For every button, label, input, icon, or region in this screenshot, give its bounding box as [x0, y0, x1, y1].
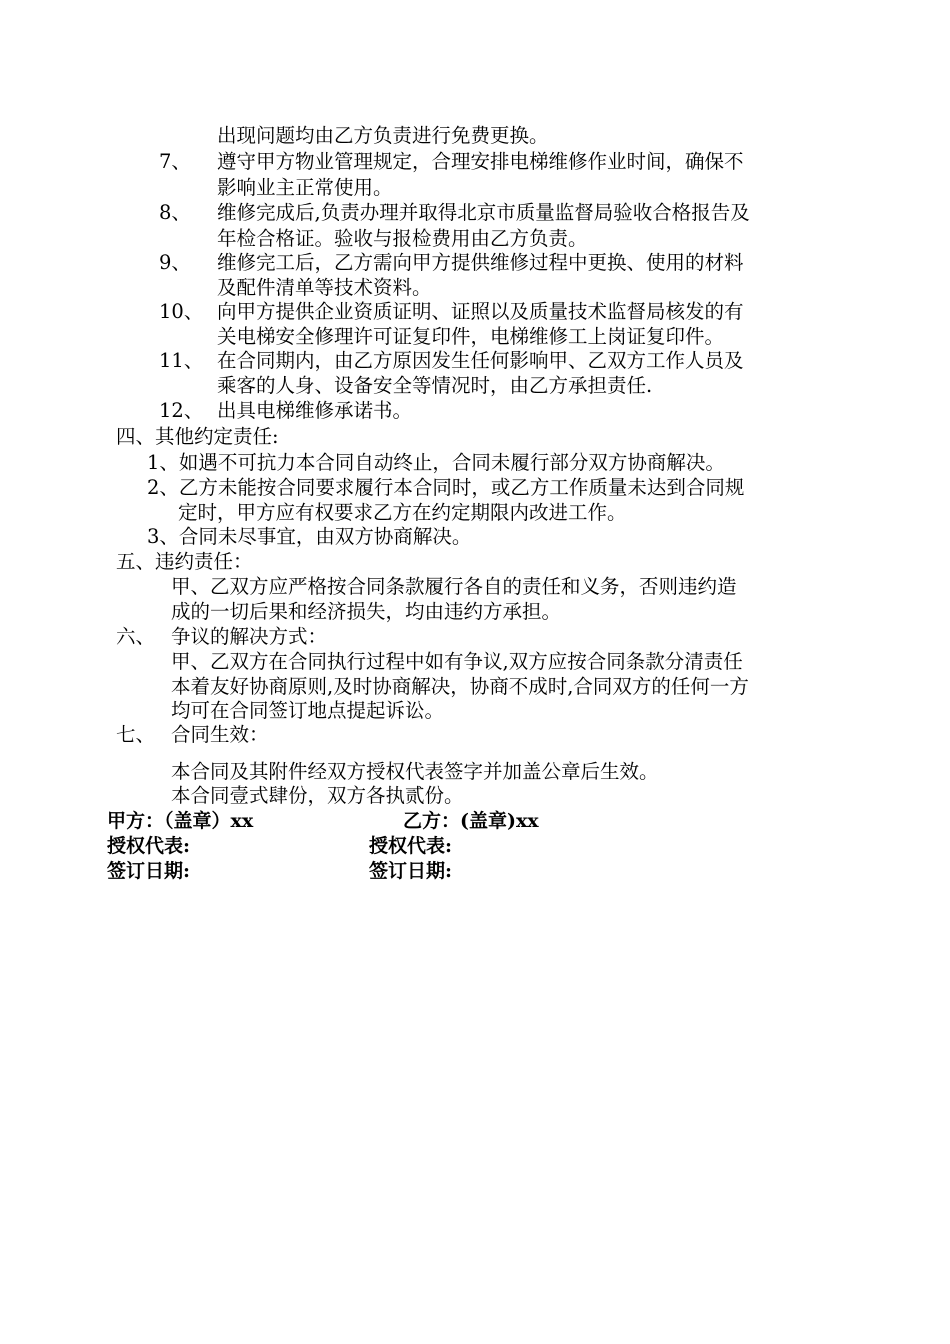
party-b-date: 签订日期:: [369, 860, 453, 882]
item-text-line: 关电梯安全修理许可证复印件，电梯维修工上岗证复印件。: [217, 325, 725, 348]
clause-line: 2、乙方未能按合同要求履行本合同时，或乙方工作质量未达到合同规: [147, 476, 745, 499]
item-number: 9、: [159, 251, 191, 274]
item-number: 11、: [159, 349, 204, 372]
section-heading: 五、违约责任：: [116, 550, 253, 573]
paragraph-line: 本合同壹式肆份，双方各执贰份。: [171, 784, 464, 807]
party-a-date: 签订日期:: [107, 860, 191, 882]
paragraph-line: 本着友好协商原则,及时协商解决，协商不成时,合同双方的任何一方: [171, 675, 749, 698]
section-number: 七、: [116, 723, 156, 746]
item-number: 10、: [159, 300, 204, 323]
paragraph-line: 均可在合同签订地点提起诉讼。: [171, 699, 445, 722]
item-text-line: 维修完工后，乙方需向甲方提供维修过程中更换、使用的材料: [217, 251, 744, 274]
item-text-line: 向甲方提供企业资质证明、证照以及质量技术监督局核发的有: [217, 300, 744, 323]
party-a-seal: 甲方：（盖章）xx: [107, 810, 254, 832]
item-text-line: 在合同期内，由乙方原因发生任何影响甲、乙双方工作人员及: [217, 349, 744, 372]
section-heading: 合同生效：: [171, 723, 269, 746]
item-text-line: 影响业主正常使用。: [217, 176, 393, 199]
item-text-line: 出具电梯维修承诺书。: [217, 399, 413, 422]
item-number: 12、: [159, 399, 204, 422]
item-text-line: 及配件清单等技术资料。: [217, 276, 432, 299]
paragraph-line: 甲、乙双方在合同执行过程中如有争议,双方应按合同条款分清责任: [171, 650, 743, 673]
item-text-line: 遵守甲方物业管理规定，合理安排电梯维修作业时间，确保不: [217, 150, 744, 173]
section-number: 六、: [116, 625, 156, 648]
item-number: 8、: [159, 201, 191, 224]
section-heading: 争议的解决方式：: [171, 625, 328, 648]
clause-line: 1、如遇不可抗力本合同自动终止，合同未履行部分双方协商解决。: [147, 451, 725, 474]
item-6-continuation: 出现问题均由乙方负责进行免费更换。: [217, 124, 549, 147]
party-b-representative: 授权代表:: [369, 835, 453, 857]
clause-line: 3、合同未尽事宜，由双方协商解决。: [147, 525, 472, 548]
clause-line: 定时，甲方应有权要求乙方在约定期限内改进工作。: [178, 501, 627, 524]
party-b-seal: 乙方：(盖章)xx: [403, 810, 539, 832]
paragraph-line: 成的一切后果和经济损失，均由违约方承担。: [171, 600, 562, 623]
paragraph-line: 甲、乙双方应严格按合同条款履行各自的责任和义务，否则违约造: [171, 575, 737, 598]
paragraph-line: 本合同及其附件经双方授权代表签字并加盖公章后生效。: [171, 760, 659, 783]
item-text-line: 乘客的人身、设备安全等情况时，由乙方承担责任.: [217, 374, 653, 397]
party-a-representative: 授权代表:: [107, 835, 191, 857]
item-number: 7、: [159, 150, 191, 173]
section-heading: 四、其他约定责任:: [116, 425, 279, 448]
item-text-line: 年检合格证。验收与报检费用由乙方负责。: [217, 227, 588, 250]
item-text-line: 维修完成后,负责办理并取得北京市质量监督局验收合格报告及: [217, 201, 750, 224]
